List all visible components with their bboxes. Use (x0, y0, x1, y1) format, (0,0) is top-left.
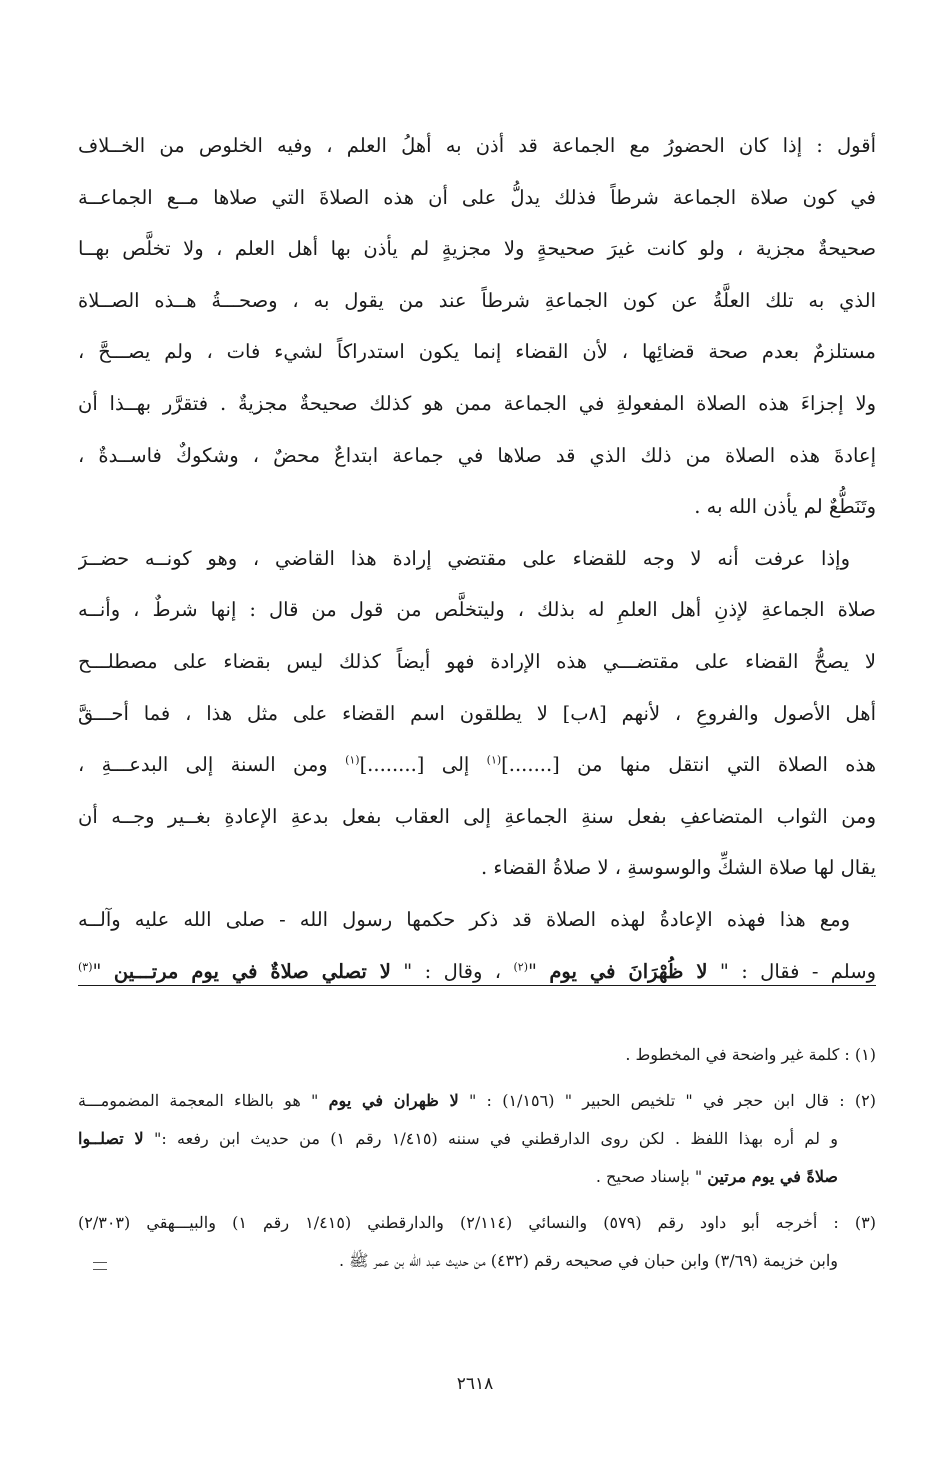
footnote-ref: (١) (486, 753, 502, 767)
text-line: في كون صلاة الجماعة شرطاً فذلك يدلُّ على أن هذه الصلاةَ التي صلاها مــع الجماعــة (78, 185, 876, 209)
line-part: هذه الصلاة التي انتقل منها من [.......] (501, 753, 876, 777)
text-line: ولا إجزاءَ هذه الصلاة المفعولةِ في الجماعة ممن هو كذلك صحيحةٌ مجزيةٌ . فتقرَّر بهــذا أن (78, 391, 876, 415)
line-part: إلى [........] (359, 753, 487, 777)
text-line-with-hadith (78, 946, 876, 998)
equals-mark (93, 1262, 107, 1270)
footnote-text: " هو بالظاء المعجمة المضمومـــة (78, 1091, 329, 1110)
line-part: ومن السنة إلى البدعـــةِ ، (78, 753, 346, 777)
footnote-3-line-2: وابن خزيمة (٣/٦٩) وابن حبان في صحيحه رقم (٤٣٢) من حديث عبد الله بن عمر ﷺ . (338, 1251, 838, 1270)
line-part: " (527, 959, 550, 983)
footnote-2 (78, 1082, 876, 1120)
text-line: ومن الثواب المتضاعفِ بفعل سنةِ الجماعةِ إلى العقاب بفعل بدعةِ الإعادةِ بغــير وجــه أن (78, 804, 876, 828)
footnote-ref: (٢) (513, 960, 528, 973)
footnote-2-line-3 (78, 1158, 876, 1196)
hadith-quote: لا تصلي صلاةٌ في يوم مرتـــين (113, 959, 391, 983)
footnote-text: (٢) : قال ابن حجر في " تلخيص الحبير " (١/١٥٦) : " (458, 1091, 876, 1110)
text-line: صلاة الجماعةِ لإذنِ أهل العلمِ له بذلك ، وليتخلَّص من قول من قال : إنها شرطٌ ، وأنــه (78, 598, 876, 622)
text-line: وإذا عرفت أنه لا وجه للقضاء على مقتضي إرادة هذا القاضي ، وهو كونــه حضــرَ (78, 546, 850, 570)
text-line: صحيحةٌ مجزية ، ولو كانت غيرَ صحيحةٍ ولا مجزيةٍ لم يأذن بها أهل العلم ، ولا تخلَّص بهــا (78, 237, 876, 261)
line-part: " (92, 959, 114, 983)
footnote-ref: (٣) (78, 960, 93, 973)
line-part: وسلم - فقال : " (707, 959, 876, 983)
footnote-1: (١) : كلمة غير واضحة في المخطوط . (625, 1045, 876, 1064)
text-line: مستلزمٌ بعدم صحة قضائِها ، لأن القضاء إنما يكون استدراكاً لشيء فات ، ولم يصـــحَّ ، (78, 340, 876, 364)
main-text (78, 120, 876, 997)
text-line: إعادةَ هذه الصلاة من ذلك الذي قد صلاها في جماعة ابتداعٌ محضٌ ، وشكوكٌ فاســدةٌ ، (78, 443, 876, 467)
footnote-text: " بإسناد صحيح . (595, 1167, 708, 1186)
line-part: ، وقال : " (390, 959, 514, 983)
text-line: الذي به تلك العلَّةُ عن كون الجماعةِ شرطاً عند من يقول به ، وصحـــةُ هــذه الصــلاة (78, 288, 876, 312)
footnote-text: و لم أره بهذا اللفظ . لكن روى الدارقطني في سننه (١/٤١٥ رقم ١) من حديث ابن رفعه :" (143, 1129, 838, 1148)
text-line: وتَنَطُّعٌ لم يأذن الله به . (694, 495, 876, 519)
footnote-2-line-2 (78, 1120, 876, 1158)
text-line: أهل الأصول والفروعِ ، لأنهم [٨ب] لا يطلقون اسم القضاء على مثل هذا ، فما أحـــقَّ (78, 701, 876, 725)
text-line: أقول : إذا كان الحضورُ مع الجماعة قد أذن به أهلُ العلم ، وفيه الخلوص من الخــلاف (78, 134, 876, 157)
text-line: يقال لها صلاة الشكِّ والوسوسةِ ، لا صلاةُ القضاء . (481, 856, 876, 880)
page-number: ٢٦١٨ (456, 1374, 494, 1394)
footnote-ref: (١) (345, 753, 360, 767)
text-line-with-refs (78, 739, 876, 791)
footnote-bold: صلاةً في يوم مرتين (707, 1167, 838, 1186)
footnote-bold: لا ظهران في يوم (328, 1091, 459, 1110)
footnotes (78, 1036, 876, 1280)
text-line: ومع هذا فهذه الإعادةُ لهذه الصلاة قد ذكر حكمها رسول الله - صلى الله عليه وآلــه (78, 907, 850, 931)
text-line: لا يصحُّ القضاء على مقتضـــي هذه الإرادة فهو أيضاً كذلك ليس بقضاء على مصطلـــح (78, 649, 876, 673)
footnote-bold: لا تصلــوا (78, 1129, 144, 1148)
footnote-3: (٣) : أخرجه أبو داود رقم (٥٧٩) والنسائي (٢/١١٤) والدارقطني (١/٤١٥ رقم ١) والبيـــهقي (٢/٣٠٣) (78, 1213, 876, 1232)
footnote-separator (78, 985, 876, 986)
hadith-quote: لا ظُهْرَانَ في يوم (549, 959, 708, 983)
